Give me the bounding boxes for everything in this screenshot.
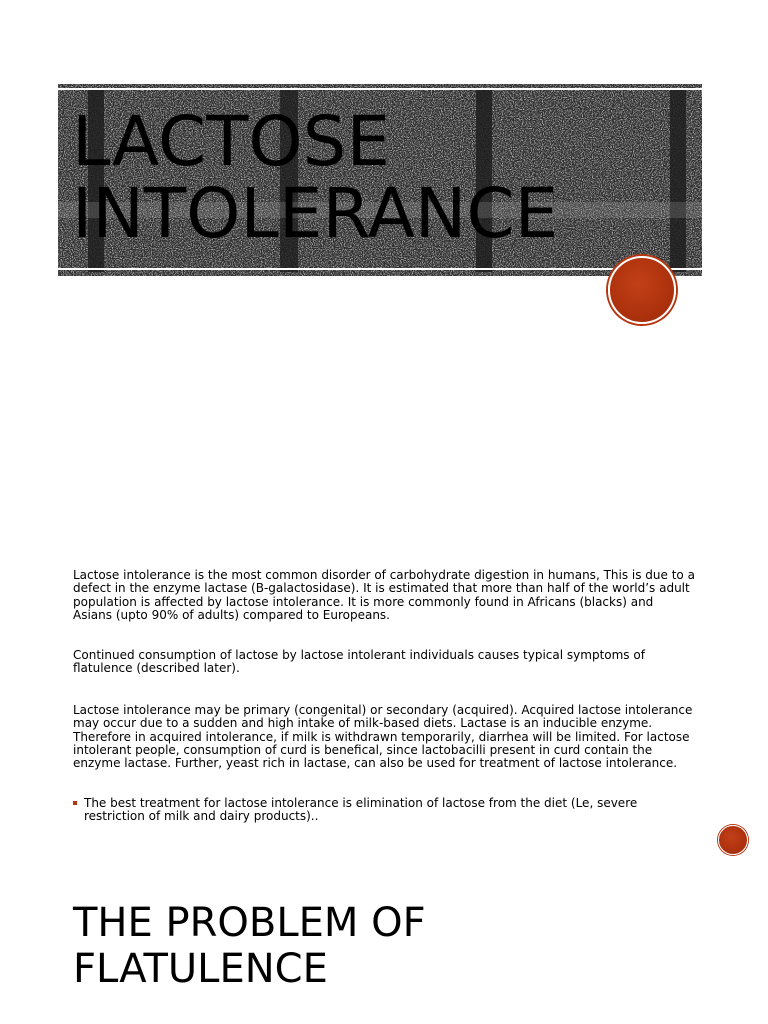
paragraph-lactose-intro: Lactose intolerance is the most common disorder of carbohydrate digestion in humans, This is due to a defect in the enzyme lactase (B-galactosidase). It is estimated that more than half of the world’s adult population is affected by lactose intolerance. It is more commonly found in Africans (blacks) and Asians (upto 90% of adults) compared to Europeans. xyxy=(73,568,695,622)
section-heading-line-2: FLATULENCE xyxy=(73,946,328,992)
slide-title-line-2: INTOLERANCE xyxy=(72,174,559,254)
paragraph-primary-secondary: Lactose intolerance may be primary (congenital) or secondary (acquired). Acquired lactose intolerance may occur due to a sudden and high intake of milk-based diets. Lactase is an inducible enzyme. Therefore in acquired intolerance, if milk is withdrawn temporarily, diarrhea will be limited. For lactose intolerant people, consumption of curd is benefical, since lactobacilli present in curd contain the enzyme lactase. Further, yeast rich in lactase, can also be used for treatment of lactose intolerance. xyxy=(73,703,693,771)
bullet-square-icon xyxy=(73,801,77,805)
slide-title-line-1: LACTOSE xyxy=(72,102,391,182)
decorative-circle-large xyxy=(608,256,676,324)
bullet-text: The best treatment for lactose intolerance is elimination of lactose from the diet (Le, severe restriction of milk and dairy products).. xyxy=(84,796,638,824)
paragraph-continued-consumption: Continued consumption of lactose by lactose intolerant individuals causes typical symptoms of flatulence (described later). xyxy=(73,648,645,676)
slide-title xyxy=(72,102,559,254)
section-heading-line-1: THE PROBLEM OF xyxy=(73,900,426,946)
bullet-item-treatment xyxy=(73,797,673,824)
banner-bottom-rule xyxy=(58,268,702,270)
banner-top-rule xyxy=(58,88,702,90)
decorative-circle-small xyxy=(718,825,748,855)
section-heading xyxy=(73,900,426,992)
title-banner xyxy=(58,84,702,276)
